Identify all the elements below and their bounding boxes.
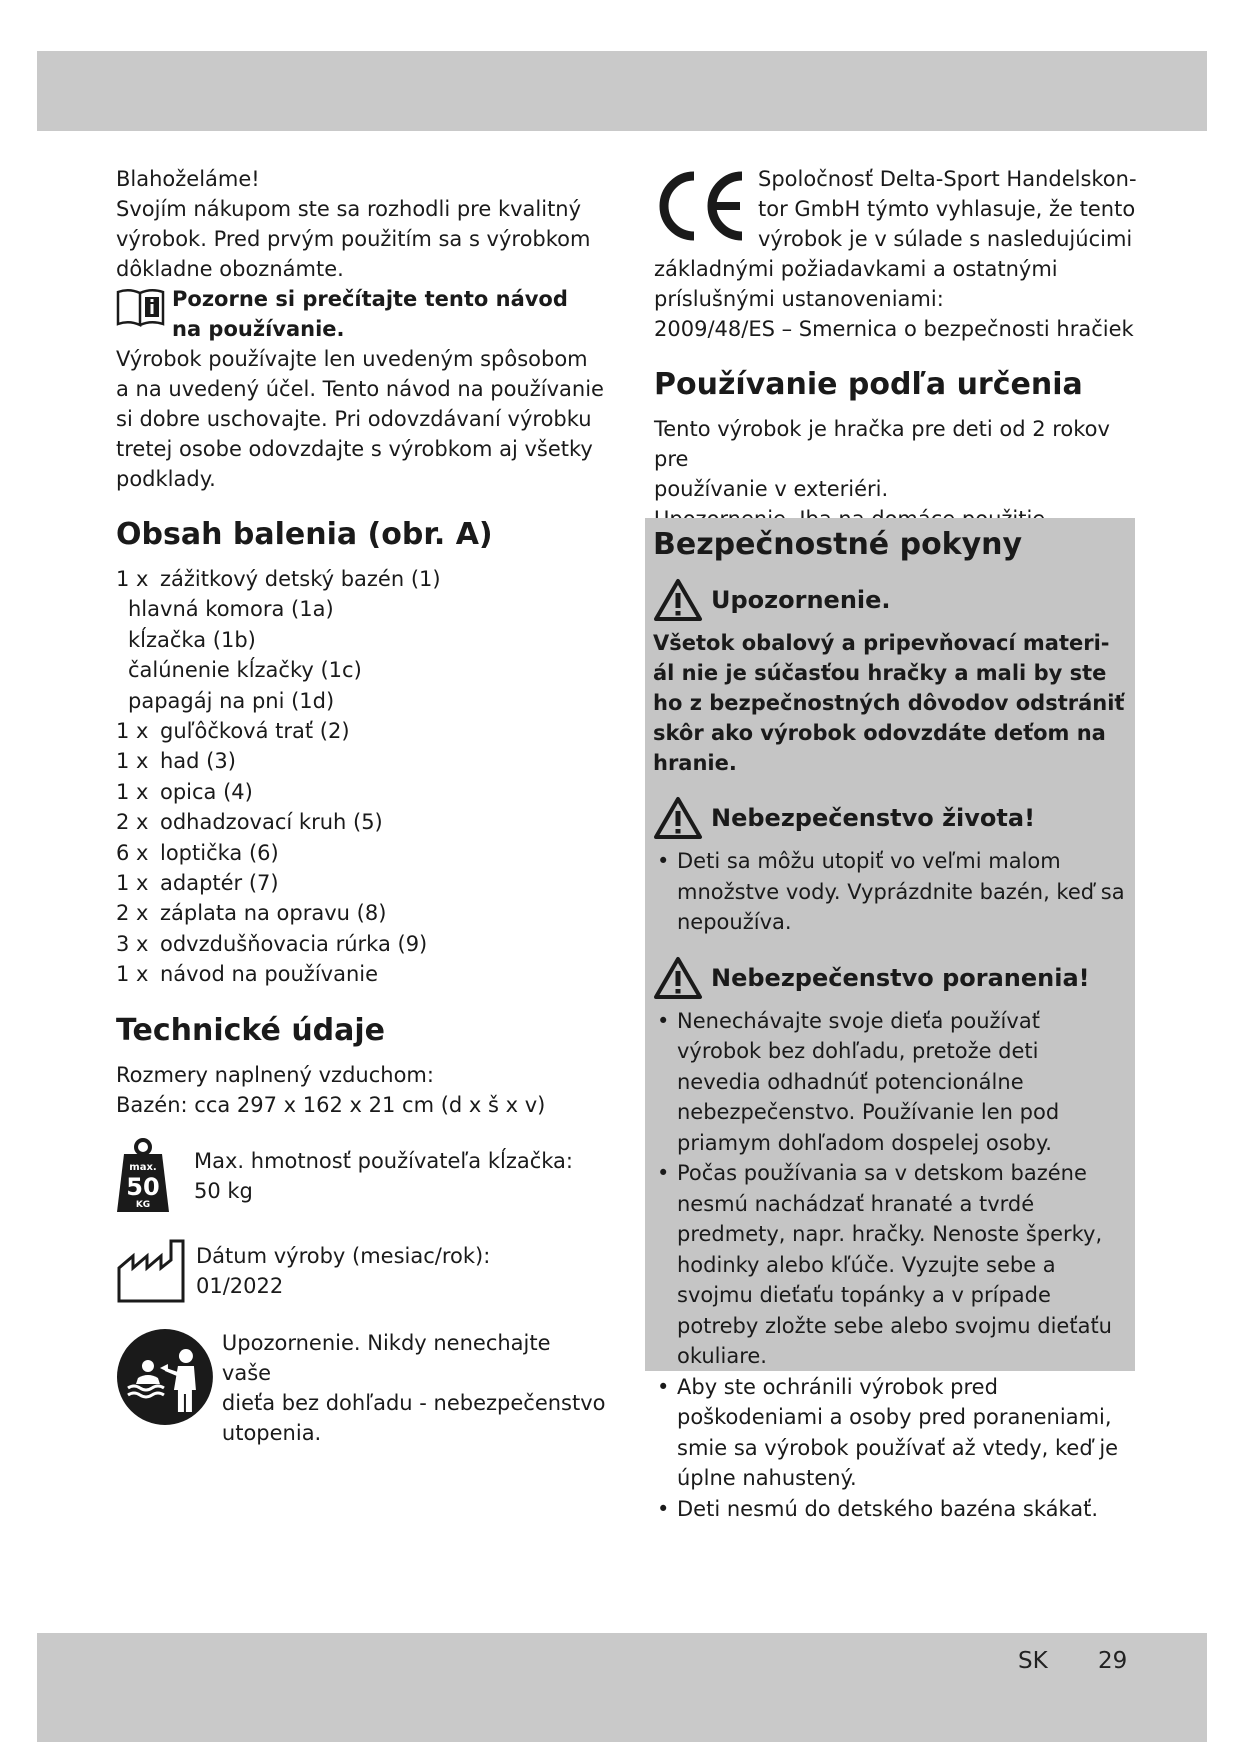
list-item: 1 x adaptér (7) [116, 871, 279, 896]
ce-line: Spoločnosť Delta-Sport Handelskon- [758, 167, 1137, 191]
svg-text:KG: KG [135, 1199, 151, 1210]
drowning-warning-line: dieťa bez dohľadu - nebezpečenstvo [221, 1390, 606, 1415]
list-item: 1 x návod na používanie [116, 962, 379, 987]
list-item: 1 x guľôčková trať (2) [116, 719, 350, 744]
manufacture-date-row [116, 1238, 606, 1304]
read-note-line: Pozorne si prečítajte tento návod [172, 287, 568, 311]
usage-line: tretej osobe odovzdajte s výrobkom aj všetky [116, 437, 593, 461]
svg-text:max.: max. [129, 1161, 157, 1173]
list-item: • Deti nesmú do detského bazéna skákať. [653, 1494, 1125, 1525]
max-weight-label: Max. hmotnosť používateľa kĺzačka: [194, 1148, 574, 1173]
warning-text-line: skôr ako výrobok odovzdáte deťom na [653, 721, 1106, 745]
intro-line: výrobok. Pred prvým použitím sa s výrobkom [116, 227, 591, 251]
tech-heading: Technické údaje [116, 1012, 386, 1048]
ce-line: príslušnými ustanoveniami: [654, 287, 944, 311]
usage-line: podklady. [116, 467, 216, 491]
safety-box [645, 518, 1135, 1521]
max-weight-row [116, 1138, 606, 1214]
intended-use-line: používanie v exteriéri. [654, 477, 889, 501]
directive-line: 2009/48/ES – Smernica o bezpečnosti hračiek [654, 317, 1134, 341]
list-item: 1 x opica (4) [116, 779, 253, 804]
intended-use-heading: Používanie podľa určenia [654, 367, 1083, 402]
warning-text-line: ál nie je súčasťou hračky a mali by ste [653, 661, 1107, 685]
warning-triangle-icon [653, 578, 703, 622]
danger-injury-heading: Nebezpečenstvo poranenia! [653, 956, 1125, 1000]
usage-line: si dobre uschovajte. Pri odovzdávaní výrobku [116, 407, 592, 431]
ce-mark-icon [654, 164, 750, 248]
list-item: • Aby ste ochránili výrobok pred poškodeniami a osoby pred poraneniami, smie sa výrobok používať až vtedy, keď je úplne nahustený. [653, 1372, 1125, 1494]
tech-line: Bazén: cca 297 x 162 x 21 cm (d x š x v) [116, 1092, 546, 1117]
contents-list [116, 564, 606, 990]
danger-injury-list [653, 1006, 1125, 1525]
safety-heading: Bezpečnostné pokyny [653, 527, 1023, 562]
list-item: 3 x odvzdušňovacia rúrka (9) [116, 931, 428, 956]
read-instructions-note [116, 284, 606, 344]
max-weight-value: 50 kg [194, 1178, 253, 1203]
list-item: • Nenechávajte svoje dieťa používať výrobok bez dohľadu, pretože deti nevedia odhadnúť potencionálne nebezpečenstvo. Používanie len pod priamym dohľadom dospelej osoby. [653, 1006, 1125, 1159]
ce-line: výrobok je v súlade s nasledujúcimi [758, 227, 1133, 251]
header-band [37, 51, 1207, 131]
ce-declaration [654, 164, 1139, 254]
ce-line: základnými požiadavkami a ostatnými [654, 257, 1058, 281]
list-item: 2 x záplata na opravu (8) [116, 901, 387, 926]
list-item: kĺzačka (1b) [128, 627, 256, 652]
list-item: 1 x zážitkový detský bazén (1) [116, 567, 441, 591]
manufacture-date-label: Dátum výroby (mesiac/rok): [196, 1243, 491, 1268]
warning-heading: Upozornenie. [653, 578, 1125, 622]
list-item: hlavná komora (1a) [128, 597, 334, 622]
drowning-warning-line: utopenia. [221, 1420, 322, 1445]
page-number: 29 [1098, 1648, 1128, 1674]
tech-line: Rozmery naplnený vzduchom: [116, 1062, 434, 1087]
intro-line: Blahoželáme! [116, 167, 260, 191]
list-item: • Počas používania sa v detskom bazéne nesmú nachádzať hranaté a tvrdé predmety, napr. hračky. Nenoste šperky, hodinky alebo kľúče. Vyzujte sebe a svojmu dieťaťu topánky a v prípade potreby zložte sebe alebo svojmu dieťaťu okuliare. [653, 1158, 1125, 1372]
footer-language: SK [1018, 1648, 1048, 1674]
warning-text-line: hranie. [653, 751, 737, 775]
intended-use-line: Tento výrobok je hračka pre deti od 2 rokov pre [654, 417, 1110, 471]
left-column [116, 164, 606, 1448]
manufacture-date-value: 01/2022 [196, 1273, 284, 1298]
list-item: 2 x odhadzovací kruh (5) [116, 810, 383, 835]
contents-heading: Obsah balenia (obr. A) [116, 517, 493, 552]
warning-triangle-icon [653, 956, 703, 1000]
read-manual-icon [116, 286, 166, 328]
supervision-pool-icon [116, 1328, 214, 1426]
drowning-warning-row [116, 1328, 606, 1448]
weight-icon [116, 1138, 170, 1214]
warning-text-line: Všetok obalový a pripevňovací materi- [653, 631, 1110, 655]
factory-icon [116, 1238, 186, 1304]
read-note-line: na používanie. [172, 317, 345, 341]
usage-line: Výrobok používajte len uvedeným spôsobom [116, 347, 588, 371]
list-item: • Deti sa môžu utopiť vo veľmi malom množstve vody. Vyprázdnite bazén, keď sa nepoužíva. [653, 846, 1125, 938]
list-item: 1 x had (3) [116, 749, 236, 774]
svg-text:50: 50 [126, 1172, 160, 1201]
list-item: papagáj na pni (1d) [128, 688, 335, 713]
usage-line: a na uvedený účel. Tento návod na používanie [116, 377, 604, 401]
intro-line: dôkladne oboznámte. [116, 257, 344, 281]
ce-line: tor GmbH týmto vyhlasuje, že tento [758, 197, 1136, 221]
intro-line: Svojím nákupom ste sa rozhodli pre kvalitný [116, 197, 582, 221]
drowning-warning-line: Upozornenie. Nikdy nenechajte vaše [221, 1330, 551, 1385]
danger-life-list [653, 846, 1125, 938]
list-item: 6 x loptička (6) [116, 840, 279, 865]
danger-life-heading: Nebezpečenstvo života! [653, 796, 1125, 840]
right-column [654, 164, 1139, 534]
warning-triangle-icon [653, 796, 703, 840]
warning-text-line: ho z bezpečnostných dôvodov odstrániť [653, 691, 1125, 715]
list-item: čalúnenie kĺzačky (1c) [128, 658, 362, 683]
